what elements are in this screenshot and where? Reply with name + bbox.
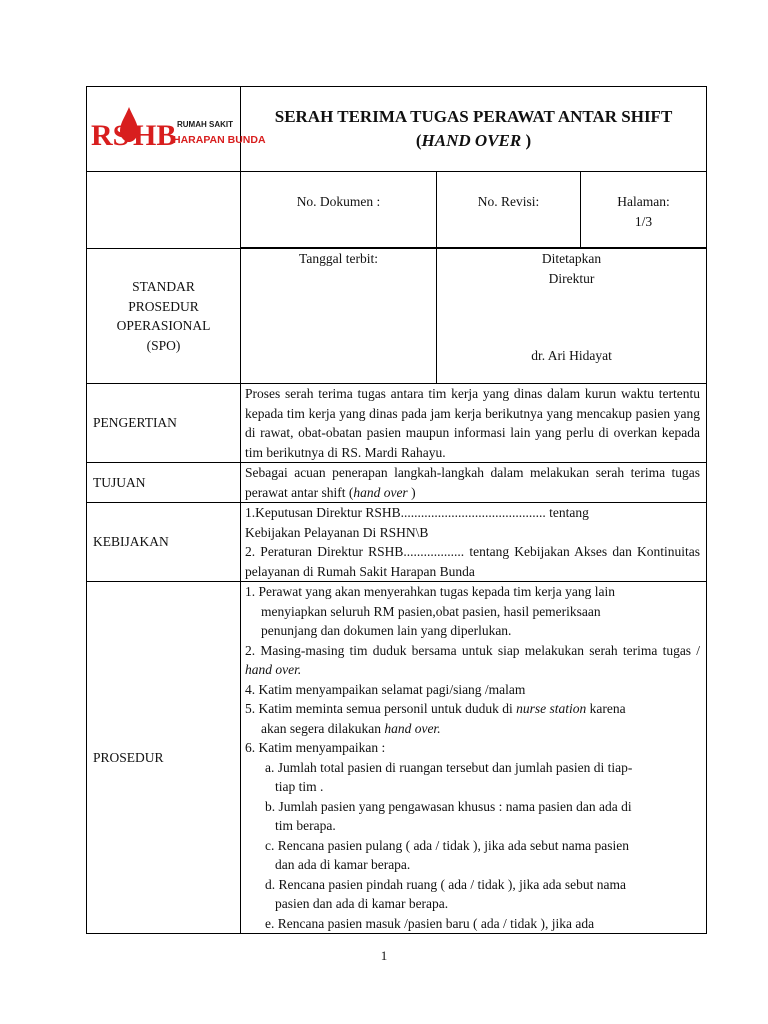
- svg-text:RUMAH SAKIT: RUMAH SAKIT: [176, 120, 233, 129]
- svg-text:HARAPAN BUNDA: HARAPAN BUNDA: [172, 134, 266, 146]
- tanggal-terbit-cell: [241, 249, 437, 384]
- title-paren-open: (: [415, 131, 422, 150]
- title-paren-close: ): [521, 131, 532, 150]
- page-number: 1: [380, 948, 388, 963]
- prosedur-row: [87, 582, 707, 934]
- prosedur-step: 4. Katim menyampaikan selamat pagi/siang /malam: [245, 681, 526, 697]
- svg-text:RS: RS: [90, 119, 129, 152]
- prosedur-step: 1. Perawat yang akan menyerahkan tugas kepada tim kerja yang lain: [245, 584, 615, 599]
- prosedur-step-cont: [245, 719, 700, 739]
- spo-label-cell: [87, 249, 241, 384]
- prosedur-text: [241, 582, 707, 934]
- prosedur-substep: d. Rencana pasien pindah ruang ( ada / tidak ), jika ada sebut nama: [265, 876, 626, 892]
- spo-document: [86, 86, 706, 934]
- tanggal-terbit-label: Tanggal terbit:: [299, 251, 378, 266]
- prosedur-step: 6. Katim menyampaikan :: [245, 740, 386, 755]
- no-dokumen-label: No. Dokumen :: [296, 194, 381, 209]
- prosedur-step-em: hand over.: [245, 662, 302, 677]
- spo-row: [87, 249, 707, 384]
- pengertian-text: Proses serah terima tugas antara tim kerja yang dinas dalam kurun waktu tertentu kepada tim kerja yang dinas pada jam kerja berikutnya yang mencakup pasien yang di rawat, obat-obatan pasien maupun informasi lain yang perlu di overkan kepada tim berikutnya di RS. Mardi Rahayu.: [241, 384, 707, 463]
- svg-text:HB: HB: [132, 119, 176, 152]
- prosedur-substep: e. Rencana pasien masuk /pasien baru ( ada / tidak ), jika ada: [265, 915, 595, 931]
- kebijakan-label: KEBIJAKAN: [87, 503, 241, 582]
- ditetapkan-label: Ditetapkan: [541, 251, 602, 266]
- spo-label-line: OPERASIONAL: [116, 318, 211, 333]
- blank-left-cell: [87, 172, 241, 249]
- halaman-cell: [581, 172, 707, 248]
- title-cell: [241, 87, 707, 172]
- prosedur-step-part: akan segera dilakukan: [261, 720, 385, 736]
- no-dokumen-cell: [241, 172, 437, 248]
- kebijakan-text: [241, 503, 707, 582]
- pengertian-label: PENGERTIAN: [87, 384, 241, 463]
- no-revisi-cell: [437, 172, 581, 248]
- ditetapkan-cell: [437, 249, 707, 384]
- tujuan-label: TUJUAN: [87, 463, 241, 503]
- prosedur-substep-cont: pasien dan ada di kamar berapa.: [275, 896, 449, 911]
- signer-name: dr. Ari Hidayat: [531, 347, 612, 363]
- tujuan-text-part: ): [407, 484, 416, 500]
- title-hand-over: HAND OVER: [421, 131, 522, 150]
- spo-label-line: (SPO): [146, 337, 181, 353]
- prosedur-step-cont: penunjang dan dokumen lain yang diperlukan.: [261, 623, 512, 638]
- prosedur-substep-cont: tim berapa.: [275, 818, 336, 833]
- prosedur-step-part: 5. Katim meminta semua personil untuk duduk di: [245, 701, 517, 716]
- direktur-label: Direktur: [548, 270, 595, 286]
- pengertian-row: [87, 384, 707, 463]
- no-revisi-label: No. Revisi:: [477, 194, 540, 209]
- title-line-1: SERAH TERIMA TUGAS PERAWAT ANTAR SHIFT: [274, 107, 673, 126]
- tujuan-text-part: Sebagai acuan penerapan langkah-langkah dalam melakukan serah terima tugas perawat antar shift (: [245, 465, 701, 500]
- prosedur-step-em: hand over.: [384, 720, 441, 736]
- spo-table: [86, 86, 707, 934]
- prosedur-step: [245, 641, 700, 680]
- rshb-logo: [89, 101, 266, 157]
- tujuan-row: [87, 463, 707, 503]
- halaman-value: 1/3: [634, 213, 653, 229]
- prosedur-step: [245, 699, 700, 719]
- spo-label-line: STANDAR: [132, 279, 195, 294]
- spo-label-line: PROSEDUR: [128, 298, 199, 314]
- logo-cell: [87, 87, 266, 172]
- prosedur-substep: c. Rencana pasien pulang ( ada / tidak ), jika ada sebut nama pasien: [265, 837, 629, 853]
- prosedur-substep: a. Jumlah total pasien di ruangan tersebut dan jumlah pasien di tiap-: [265, 759, 633, 775]
- kebijakan-row: [87, 503, 707, 582]
- prosedur-substep: b. Jumlah pasien yang pengawasan khusus : nama pasien dan ada di: [265, 798, 632, 814]
- prosedur-label: PROSEDUR: [87, 582, 241, 934]
- prosedur-substep-cont: tiap tim .: [275, 779, 324, 794]
- kebijakan-item-2: 2. Peraturan Direktur RSHB.................. tentang Kebijakan Akses dan Kontinuitas pelayanan di Rumah Sakit Harapan Bunda: [245, 544, 701, 579]
- title-line-2: [241, 129, 706, 153]
- rshb-logo-image: [89, 101, 266, 157]
- prosedur-step-cont: menyiapkan seluruh RM pasien,obat pasien, hasil pemeriksaan: [261, 603, 601, 619]
- prosedur-step-part: karena: [586, 701, 626, 716]
- kebijakan-item-1-line-2: Kebijakan Pelayanan Di RSHN\B: [245, 524, 429, 540]
- tujuan-text-em: hand over: [353, 484, 408, 500]
- header-row: [87, 87, 707, 172]
- prosedur-step-em: nurse station: [516, 701, 587, 716]
- doc-meta-row: [87, 172, 707, 248]
- tujuan-text: [241, 463, 707, 503]
- halaman-label: Halaman:: [617, 194, 670, 209]
- document-title: [241, 105, 706, 153]
- prosedur-step-part: 2. Masing-masing tim duduk bersama untuk siap melakukan serah terima tugas /: [245, 642, 701, 658]
- kebijakan-item-1-line-1: 1.Keputusan Direktur RSHB........................................... tentang: [245, 505, 589, 520]
- prosedur-substep-cont: dan ada di kamar berapa.: [275, 857, 411, 872]
